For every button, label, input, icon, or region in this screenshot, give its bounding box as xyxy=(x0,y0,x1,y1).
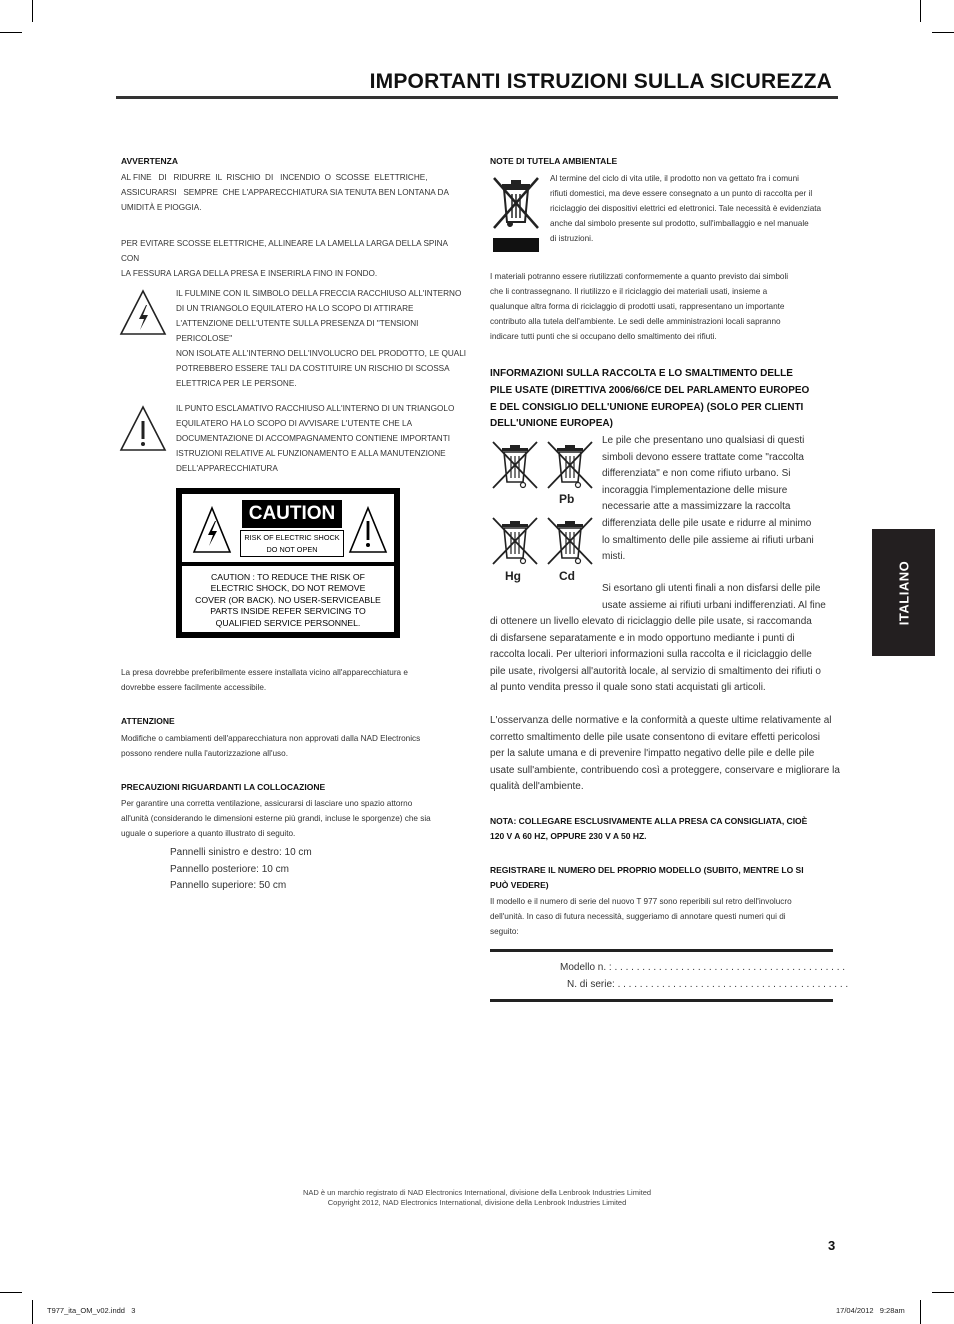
clearance-list xyxy=(170,845,420,895)
text-line: I materiali potranno essere riutilizzati conformemente a quanto previsto dai simboli xyxy=(490,272,789,281)
battery-bin-icon xyxy=(545,440,595,492)
text-line: PER EVITARE SCOSSE ELETTRICHE, ALLINEARE LA LAMELLA LARGA DELLA SPINA CON xyxy=(121,239,448,263)
text-line: Le pile che presentano uno qualsiasi di questi xyxy=(602,435,805,446)
text-line: Il modello e il numero di serie del nuovo T 977 sono reperibili sul retro dell'involucro xyxy=(490,897,792,906)
caution-word: CAUTION xyxy=(242,500,342,528)
text-line: L'ATTENZIONE DELL'UTENTE SULLA PRESENZA DI "TENSIONI PERICOLOSE" xyxy=(176,319,419,343)
text-line: simboli devono essere trattate come "raccolta xyxy=(602,451,804,463)
slug-date: 17/04/2012 9:28am xyxy=(836,1306,905,1315)
spina-text xyxy=(121,236,466,281)
text-line: INFORMAZIONI SULLA RACCOLTA E LO SMALTIMENTO DELLE xyxy=(490,368,793,379)
fulmine-text xyxy=(176,286,476,391)
modello-info-text xyxy=(490,894,835,939)
text-line: REGISTRARE IL NUMERO DEL PROPRIO MODELLO (SUBITO, MENTRE LO SI xyxy=(490,865,804,875)
crop-mark xyxy=(0,32,22,33)
text-line: necessarie atte a massimizzare la raccolta xyxy=(602,501,791,513)
text-line: Al termine del ciclo di vita utile, il prodotto non va gettato fra i comuni xyxy=(550,174,799,183)
text-line: all'unità (considerando le dimensioni esterne più grandi, incluse le sporgenze) che sia xyxy=(121,814,431,823)
precauzioni-text xyxy=(121,796,466,841)
text-line: raccolta locali. Per ulteriori informazioni sulla raccolta e il riciclaggio delle xyxy=(490,649,812,661)
caution-subtext xyxy=(240,530,344,557)
text-line: PUÒ VEDERE) xyxy=(490,880,549,890)
pile-heading xyxy=(490,366,835,433)
crop-mark xyxy=(932,32,954,33)
nota-text xyxy=(490,814,835,844)
clearance-item: Pannello superiore: 50 cm xyxy=(170,880,287,892)
crop-mark xyxy=(0,1292,22,1293)
text-line: usate assieme ai rifiuti urbani indifferenziati. Al fine xyxy=(602,599,826,611)
text-line: CAUTION : TO REDUCE THE RISK OF xyxy=(211,572,365,582)
text-line: possono rendere nulla l'autorizzazione all'uso. xyxy=(121,749,288,758)
text-line: per la salute umana e di prevenire l'impatto negativo delle pile e delle pile xyxy=(490,748,815,760)
bin-label-cd: Cd xyxy=(559,569,575,583)
exclamation-warning-icon xyxy=(118,404,168,454)
text-line: DELL'APPARECCHIATURA xyxy=(176,464,278,473)
text-line: misti. xyxy=(602,551,626,563)
text-line: DELL'UNIONE EUROPEA) xyxy=(490,418,613,430)
lightning-warning-icon xyxy=(192,506,232,554)
register-rule-bottom xyxy=(490,999,833,1002)
serie-field: N. di serie: . . . . . . . . . . . . . . . . . . . . . . . . . . . . . . . . . . . . . . . . . . xyxy=(567,979,849,990)
avvertenza-heading: AVVERTENZA xyxy=(121,156,178,166)
text-line: contributo alla tutela dell'ambiente. Le sedi delle amministrazioni locali sapranno xyxy=(490,317,781,326)
text-line: Modifiche o cambiamenti dell'apparecchiatura non approvati dalla NAD Electronics xyxy=(121,734,421,743)
text-line: ELECTRIC SHOCK, DO NOT REMOVE xyxy=(210,583,366,594)
text-line: NOTA: COLLEGARE ESCLUSIVAMENTE ALLA PRESA CA CONSIGLIATA, CIOÈ xyxy=(490,816,808,826)
text-line: dell'unità. In caso di futura necessità, suggeriamo di annotare questi numeri qui di xyxy=(490,912,786,921)
text-line: ELETTRICA PER LE PERSONE. xyxy=(176,379,297,388)
text-line: corretto smaltimento delle pile usate consentono di evitare effetti pericolosi xyxy=(490,731,820,743)
text-line: DI UN TRIANGOLO EQUILATERO HA LO SCOPO DI ATTIRARE xyxy=(176,304,414,313)
crop-mark xyxy=(932,1292,954,1293)
pile-text-3 xyxy=(490,614,840,697)
battery-bin-icon xyxy=(490,440,540,492)
battery-bin-icon xyxy=(545,516,595,568)
text-line: al punto vendita presso il quale sono stati acquistati gli articoli. xyxy=(490,682,766,694)
text-line: DOCUMENTAZIONE DI ACCOMPAGNAMENTO CONTIENE IMPORTANTI xyxy=(176,434,450,443)
text-line: di istruzioni. xyxy=(550,234,594,243)
avvertenza-text xyxy=(121,170,466,215)
text-line: pile usate, rivolgersi all'autorità locale, al servizio di smaltimento dei rifiuti o xyxy=(490,665,821,677)
text-line: LA FESSURA LARGA DELLA PRESA E INSERIRLA FINO IN FONDO. xyxy=(121,269,378,278)
bin-label-hg: Hg xyxy=(505,569,521,583)
caution-label-top xyxy=(182,494,394,562)
materiali-text xyxy=(490,269,835,344)
text-line: qualità dell'ambiente. xyxy=(490,781,584,793)
pile-text-1 xyxy=(602,433,837,566)
precauzioni-heading: PRECAUZIONI RIGUARDANTI LA COLLOCAZIONE xyxy=(121,782,326,792)
text-line: Per garantire una corretta ventilazione, assicurarsi di lasciare uno spazio attorno xyxy=(121,799,413,808)
text-line: differenziata" e non come rifiuto urbano. Si xyxy=(602,468,791,480)
text-line: L'osservanza delle normative e la conformità a queste ultime relativamente al xyxy=(490,715,832,726)
text-line: indicare tutti punti che si occupano dello smaltimento dei rifiuti. xyxy=(490,332,717,341)
text-line: ISTRUZIONI RELATIVE AL FUNZIONAMENTO E ALLA MANUTENZIONE xyxy=(176,449,446,458)
text-line: anche dal simbolo presente sul prodotto, sull'imballaggio e nel manuale xyxy=(550,219,809,228)
text-line: PARTS INSIDE REFER SERVICING TO xyxy=(210,606,366,617)
text-line: RISK OF ELECTRIC SHOCK xyxy=(244,533,340,542)
register-rule-top xyxy=(490,949,833,952)
clearance-item: Pannello posteriore: 10 cm xyxy=(170,863,289,875)
text-line: ASSICURARSI SEMPRE CHE L'APPARECCHIATURA SIA TENUTA BEN LONTANA DA xyxy=(121,188,449,197)
language-tab xyxy=(872,529,935,656)
language-tab-label: ITALIANO xyxy=(896,560,911,625)
text-line: uguale o superiore a quanto illustrato di seguito. xyxy=(121,829,296,838)
page-number: 3 xyxy=(828,1238,836,1253)
osservanza-text xyxy=(490,713,840,796)
text-line: IL FULMINE CON IL SIMBOLO DELLA FRECCIA RACCHIUSO ALL'INTERNO xyxy=(176,289,462,298)
text-line: usate sull'ambiente, contribuendo così a proteggere, conservare e migliorare la xyxy=(490,764,840,776)
lightning-warning-icon xyxy=(118,288,168,338)
esclamativo-text xyxy=(176,401,476,476)
text-line: lo smaltimento delle pile assieme ai rifiuti urbani xyxy=(602,534,814,546)
bin-label-pb: Pb xyxy=(559,492,575,506)
registrare-heading xyxy=(490,863,835,893)
text-line: Si esortano gli utenti finali a non disfarsi delle pile xyxy=(602,583,821,594)
text-line: NON ISOLATE ALL'INTERNO DELL'INVOLUCRO DEL PRODOTTO, LE QUALI xyxy=(176,349,467,358)
text-line: IL PUNTO ESCLAMATIVO RACCHIUSO ALL'INTERNO DI UN TRIANGOLO xyxy=(176,404,455,413)
crop-mark xyxy=(920,1300,921,1324)
text-line: rifiuti domestici, ma deve essere consegnato a un punto di raccolta per il xyxy=(550,189,813,198)
crop-mark xyxy=(920,0,921,22)
modello-field: Modello n. : . . . . . . . . . . . . . . . . . . . . . . . . . . . . . . . . . . . . . . . . . . xyxy=(560,962,846,973)
text-line: COVER (OR BACK). NO USER-SERVICEABLE xyxy=(195,594,381,605)
copyright-note: Copyright 2012, NAD Electronics International, divisione della Lenbrook Industries Limited xyxy=(327,1198,627,1207)
crop-mark xyxy=(32,0,33,22)
caution-label-bottom xyxy=(182,566,394,632)
text-line: AL FINE DI RIDURRE IL RISCHIO DI INCENDIO O SCOSSE ELETTRICHE, xyxy=(121,173,428,182)
text-line: QUALIFIED SERVICE PERSONNEL. xyxy=(215,617,361,628)
page-title: IMPORTANTI ISTRUZIONI SULLA SICUREZZA xyxy=(369,70,832,93)
presa-text xyxy=(121,665,466,695)
text-line: di disfarsene separatamente e in modo opportuno mediante i punti di xyxy=(490,632,795,644)
tutela-text xyxy=(550,171,835,246)
crop-mark xyxy=(32,1300,33,1324)
text-line: qualunque altra forma di riciclaggio di prodotti usati, rappresentano un importante xyxy=(490,302,785,311)
text-line: 120 V A 60 HZ, OPPURE 230 V A 50 HZ. xyxy=(490,831,647,841)
text-line: di ottenere un livello elevato di riciclaggio delle pile usate, si raccomanda xyxy=(490,616,812,627)
text-line: dovrebbe essere facilmente accessibile. xyxy=(121,683,267,692)
clearance-item: Pannelli sinistro e destro: 10 cm xyxy=(170,847,312,858)
attenzione-heading: ATTENZIONE xyxy=(121,716,175,726)
text-line: incoraggia l'implementazione delle misure xyxy=(602,484,788,496)
weee-bin-icon xyxy=(490,172,542,254)
text-line: POTREBBERO ESSERE TALI DA COSTITUIRE UN RISCHIO DI SCOSSA xyxy=(176,364,450,373)
slug-filename: T977_ita_OM_v02.indd 3 xyxy=(47,1306,136,1315)
text-line: seguito: xyxy=(490,927,519,936)
attenzione-text xyxy=(121,731,466,761)
text-line: PILE USATE (DIRETTIVA 2006/66/CE DEL PARLAMENTO EUROPEO xyxy=(490,384,810,396)
text-line: che li contrassegnano. Il riutilizzo e il riciclaggio dei materiali usati, insieme a xyxy=(490,287,768,296)
caution-label xyxy=(176,488,400,638)
battery-bin-icon xyxy=(490,516,540,568)
pile-text-2 xyxy=(602,581,837,614)
text-line: differenziata delle pile usate e ridurre al minimo xyxy=(602,517,812,529)
tutela-heading: NOTE DI TUTELA AMBIENTALE xyxy=(490,156,618,166)
title-rule xyxy=(116,96,838,99)
exclamation-warning-icon xyxy=(348,506,388,554)
text-line: UMIDITÀ E PIOGGIA. xyxy=(121,203,202,212)
text-line: EQUILATERO HA LO SCOPO DI AVVISARE L'UTENTE CHE LA xyxy=(176,419,413,428)
text-line: riciclaggio dei dispositivi elettrici ed elettronici. Tale necessità è evidenziata xyxy=(550,204,822,213)
trademark-note: NAD è un marchio registrato di NAD Electronics International, divisione della Lenbrook Industries Limited xyxy=(302,1188,652,1197)
text-line: La presa dovrebbe preferibilmente essere installata vicino all'apparecchiatura e xyxy=(121,668,408,677)
text-line: E DEL CONSIGLIO DELL'UNIONE EUROPEA) (SOLO PER CLIENTI xyxy=(490,401,804,413)
text-line: DO NOT OPEN xyxy=(266,545,318,554)
caution-body xyxy=(182,572,394,629)
